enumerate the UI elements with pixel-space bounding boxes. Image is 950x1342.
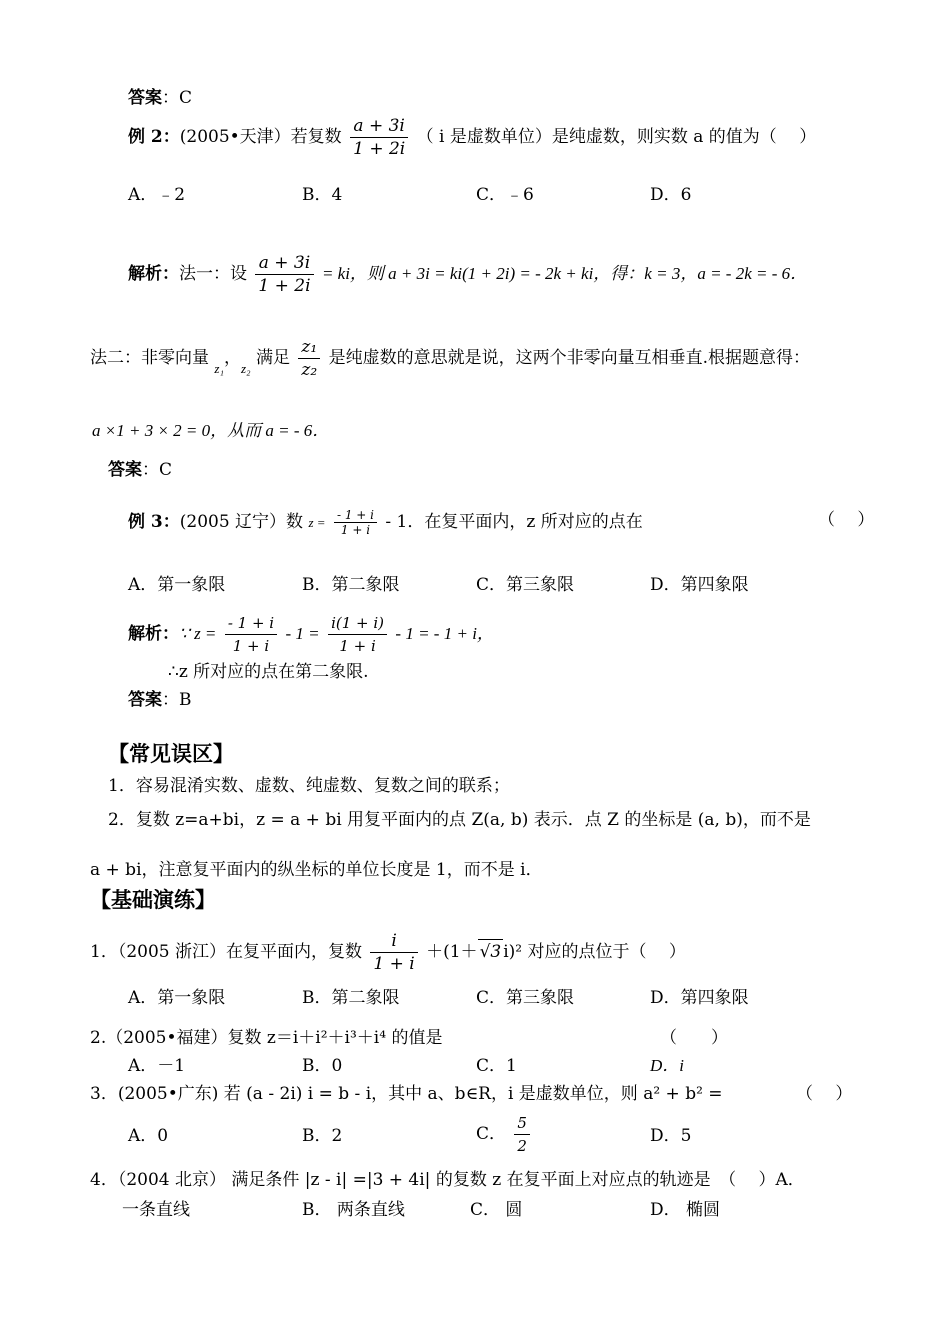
fraction <box>350 115 408 160</box>
solution-label: 解析： <box>128 624 179 644</box>
answer-value: ：C <box>162 88 193 108</box>
fraction-numerator: i <box>370 930 417 953</box>
example-source: (2005•天津）若复数 <box>179 127 342 147</box>
solution-text: - 1 = - 1 + i， <box>395 624 494 643</box>
fraction-denominator: 1 + i <box>232 637 270 655</box>
question-2: 2.（2005•福建）复数 z＝i＋i²＋i³＋i⁴ 的值是 <box>90 1028 443 1048</box>
option-label: C． <box>476 1124 507 1144</box>
solution-text: 满足 <box>256 348 290 368</box>
example-rest: - 1．在复平面内，z 所对应的点在 <box>385 512 643 532</box>
solution-equation: = ki，则 a + 3i = ki(1 + 2i) = - 2k + ki，得：k = 3，a = - 2k = - 6． <box>321 264 808 283</box>
answer-paren: （ ） <box>660 1028 728 1048</box>
section-title-errors: 【常见误区】 <box>108 741 234 766</box>
fraction-numerator: - 1 + i <box>334 508 377 523</box>
z-equals: z = <box>308 515 326 530</box>
question-text: ＋(1＋ <box>426 942 478 962</box>
solution-text: - 1 = <box>285 624 320 643</box>
fraction-denominator: 1 + 2i <box>353 139 406 159</box>
fraction <box>334 508 377 537</box>
question-text: i)² 对应的点位于（ ） <box>503 942 686 962</box>
option-c: C．第三象限 <box>476 575 575 595</box>
option-a: A．0 <box>128 1126 169 1146</box>
fraction-numerator: z₁ <box>298 336 320 359</box>
sqrt-symbol: √3 <box>478 939 504 964</box>
example-source: (2005 辽宁）数 <box>179 512 304 532</box>
option-c: C． 圆 <box>470 1200 523 1220</box>
question-text: 1．（2005 浙江）在复平面内，复数 <box>90 942 362 962</box>
fraction-numerator: a + 3i <box>350 115 408 138</box>
option-a: 一条直线 <box>122 1200 190 1220</box>
error-item-1: 1．容易混淆实数、虚数、纯虚数、复数之间的联系； <box>108 776 510 796</box>
answer-line <box>128 86 192 110</box>
fraction-denominator: z₂ <box>301 360 318 380</box>
answer-paren: （ ） <box>796 1084 853 1104</box>
solution-text: 法一：设 <box>179 264 247 284</box>
option-a: A．第一象限 <box>128 988 226 1008</box>
fraction-denominator: 1 + i <box>373 954 415 974</box>
option-b: B．2 <box>302 1126 343 1146</box>
vector-z2: z₂ <box>241 361 251 376</box>
solution-text: ∵ z = <box>179 624 217 643</box>
answer-value: ：C <box>142 460 173 480</box>
example-3-question <box>128 508 643 537</box>
option-a: A．－1 <box>128 1056 186 1076</box>
option-b: B．0 <box>302 1056 343 1076</box>
option-c <box>476 1112 533 1157</box>
example-2-question <box>128 115 816 160</box>
solution-2-equation: a ×1 + 3 × 2 = 0，从而 a = - 6． <box>92 421 330 440</box>
question-3: 3．(2005•广东) 若 (a - 2i) i = b - i，其中 a、b∈R，i 是虚数单位，则 a² + b² = <box>90 1084 723 1104</box>
fraction <box>225 612 277 657</box>
option-d: D．6 <box>650 185 692 205</box>
fraction <box>255 252 313 297</box>
option-a: A．﹣2 <box>128 185 186 205</box>
option-b: B．4 <box>302 185 343 205</box>
solution-text: 法二：非零向量 <box>90 348 209 368</box>
error-item-2-cont: a + bi，注意复平面内的纵坐标的单位长度是 1，而不是 i． <box>90 860 543 880</box>
example-label: 例 2： <box>128 127 180 147</box>
fraction-denominator: 2 <box>517 1137 527 1155</box>
option-d: D．i <box>650 1056 684 1075</box>
error-item-2: 2．复数 z=a+bi，z = a + bi 用复平面内的点 Z(a, b) 表示．点 Z 的坐标是 (a, b)，而不是 <box>108 810 811 830</box>
fraction-denominator: 1 + i <box>339 637 376 655</box>
answer-value: ：B <box>162 690 192 710</box>
fraction <box>370 930 417 975</box>
answer-line <box>108 458 172 482</box>
option-b: B． 两条直线 <box>302 1200 405 1220</box>
option-d: D．第四象限 <box>650 575 749 595</box>
option-b: B．第二象限 <box>302 988 400 1008</box>
fraction <box>328 612 387 657</box>
answer-label: 答案 <box>128 88 162 108</box>
fraction <box>514 1112 530 1157</box>
fraction-numerator: i(1 + i) <box>328 612 387 635</box>
fraction-denominator: 1 + i <box>340 523 371 537</box>
option-d: D． 椭圆 <box>650 1200 721 1220</box>
vector-z1: z₁ <box>214 361 224 376</box>
example-label: 例 3： <box>128 512 180 532</box>
option-d: D．第四象限 <box>650 988 749 1008</box>
option-c: C．﹣6 <box>476 185 534 205</box>
option-c: C．1 <box>476 1056 517 1076</box>
option-d: D．5 <box>650 1126 692 1146</box>
fraction-numerator: - 1 + i <box>225 612 277 635</box>
solution-2-method-2: 法二：非零向量 $_{z_1}$，$_{z_2}$ 满足 $\frac{\text{z₁}}{\text{z₂}}$ 是纯虚数的意思就是说，这两个非零向量互相垂直.根据题意得： <box>90 337 810 380</box>
answer-label: 答案 <box>108 460 142 480</box>
answer-label: 答案 <box>128 690 162 710</box>
option-b: B．第二象限 <box>302 575 400 595</box>
option-a: A．第一象限 <box>128 575 226 595</box>
sqrt-radicand: 3 <box>490 942 502 962</box>
solution-3-line-2: ∴z 所对应的点在第二象限. <box>168 662 369 682</box>
fraction <box>298 336 320 381</box>
solution-label: 解析： <box>128 264 179 284</box>
answer-line <box>128 688 192 712</box>
question-4: 4．（2004 北京） 满足条件 |z - i| =|3 + 4i| 的复数 z 在复平面上对应点的轨迹是 （ ）A． <box>90 1170 805 1190</box>
option-c: C．第三象限 <box>476 988 575 1008</box>
fraction-numerator: 5 <box>514 1112 530 1135</box>
answer-paren: （ ） <box>818 510 875 530</box>
solution-2-method-1 <box>128 252 807 297</box>
section-title-basics: 【基础演练】 <box>90 887 216 912</box>
fraction-denominator: 1 + 2i <box>258 276 311 296</box>
example-rest: （ i 是虚数单位）是纯虚数，则实数 a 的值为（ ） <box>416 127 817 147</box>
solution-3-line-1 <box>128 612 494 657</box>
solution-text: 是纯虚数的意思就是说，这两个非零向量互相垂直.根据题意得： <box>328 348 810 368</box>
question-1 <box>90 930 686 975</box>
fraction-numerator: a + 3i <box>255 252 313 275</box>
